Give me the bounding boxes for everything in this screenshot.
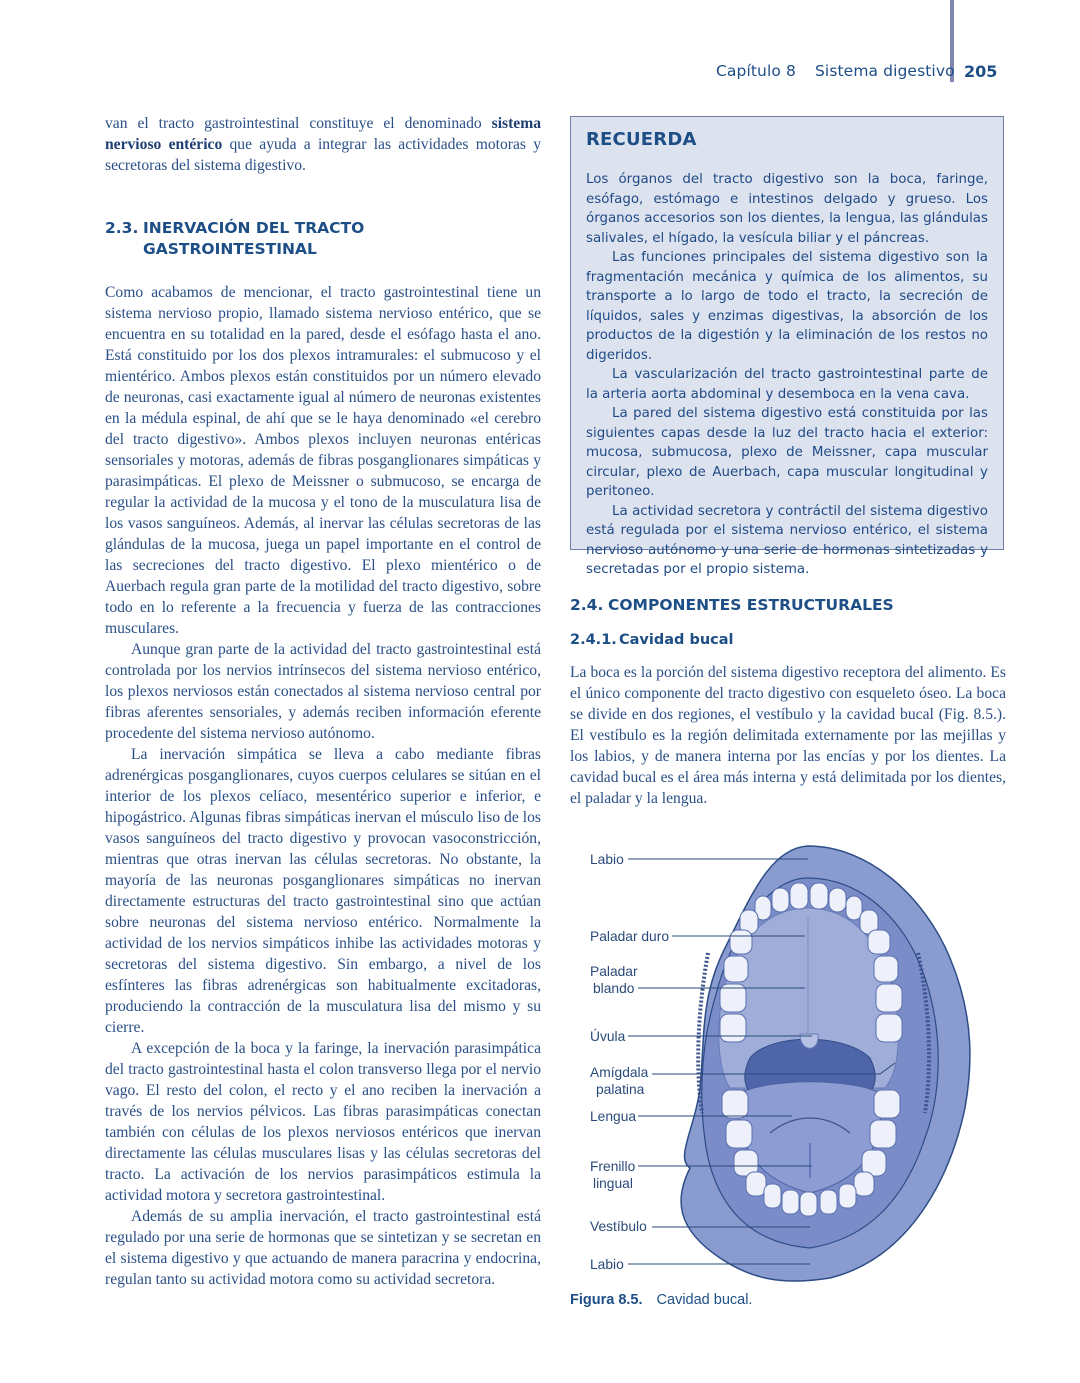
- recuerda-body: [586, 170, 988, 580]
- recuerda-box: [570, 116, 1004, 577]
- section-title: COMPONENTES ESTRUCTURALES: [608, 596, 894, 614]
- label-line: Amígdala: [590, 1065, 649, 1080]
- subsection-heading-2-4-1: [570, 632, 1006, 648]
- label-paladar-blando: [590, 963, 638, 997]
- label-line: blando: [593, 981, 635, 996]
- label-amigdala-palatina: [590, 1064, 648, 1098]
- label-labio-superior: Labio: [590, 852, 624, 867]
- recuerda-paragraph: Los órganos del tracto digestivo son la boca, faringe, esófago, estómago e intestinos delgado y grueso. Los órganos accesorios son los dientes, la lengua, las glándulas salivales, el hígado, la vesícula biliar y el páncreas.: [586, 172, 988, 246]
- recuerda-paragraph: La vascularización del tracto gastrointestinal parte de la arteria aorta abdominal y desemboca en la vena cava.: [586, 367, 988, 402]
- section-number: 2.3.: [105, 219, 139, 237]
- intro-text-pre: van el tracto gastrointestinal constituye el denominado: [105, 115, 492, 132]
- label-line: palatina: [596, 1082, 645, 1097]
- intro-paragraph: [105, 113, 541, 176]
- paragraph: Como acabamos de mencionar, el tracto gastrointestinal tiene un sistema nervioso propio, llamado sistema nervioso entérico, que se encuentra en su totalidad en la pared, desde el esófago hasta el ano. Está constituido por los dos plexos intramurales: el submucoso y el mientérico. Ambos plexos están constituidos por un número elevado de neuronas, casi exactamente igual al número de neuronas existentes en la médula espinal, de ahí que se le haya denominado «el cerebro del tracto digestivo». Ambos plexos incluyen neuronas entéricas sensoriales y motoras, además de fibras posganglionares simpáticas y parasimpáticas. El plexo de Meissner o submucoso, se encarga de regular la actividad de la mucosa y el tono de la musculatura lisa de los vasos sanguíneos. Además, al inervar las células secretoras de las glándulas de la mucosa, juega un papel importante en el control de las secreciones del tracto digestivo. El plexo mientérico o de Auerbach regula gran parte de la motilidad del tracto digestivo, sobre todo en lo referente a la frecuencia y fuerza de las contracciones musculares.: [105, 284, 541, 637]
- left-column: [105, 113, 541, 1290]
- intro-bold-term: sistema nervioso entérico: [105, 115, 541, 153]
- label-uvula: Úvula: [590, 1029, 626, 1044]
- paragraph: Aunque gran parte de la actividad del tracto gastrointestinal está controlada por los nervios intrínsecos del sistema nervioso entérico, los plexos nerviosos están conectados al sistema nervioso central por fibras aferentes sensoriales, y además reciben información eferente procedente del sistema nervioso autónomo.: [105, 641, 541, 742]
- recuerda-paragraph: La pared del sistema digestivo está constituida por las siguientes capas desde la luz del tracto hacia el exterior: mucosa, submucosa, plexo de Meissner, capa muscular circular, plexo de Auerbach, capa muscular longitudinal y peritoneo.: [586, 406, 988, 499]
- recuerda-paragraph: Las funciones principales del sistema digestivo son la fragmentación mecánica y química de los alimentos, su transporte a lo largo de todo el tracto, la secreción de líquidos, sales y enzimas digestivas, la absorción de los productos de la digestión y la eliminación de los restos no digeridos.: [586, 250, 988, 363]
- right-column: [570, 595, 1006, 809]
- figure-caption-text: Cavidad bucal.: [656, 1292, 753, 1308]
- section-heading-2-3: [105, 218, 541, 260]
- label-line: lingual: [593, 1176, 633, 1191]
- chapter-title: Sistema digestivo: [814, 62, 955, 80]
- subsection-number: 2.4.1.: [570, 632, 617, 648]
- intro-text-post: que ayuda a integrar las actividades motoras y secretoras del sistema digestivo.: [105, 136, 541, 174]
- paragraph: A excepción de la boca y la faringe, la inervación parasimpática del tracto gastrointestinal hasta el colon transverso llega por el nervio vago. El resto del colon, el recto y el ano reciben la inervación a través de los nervios pélvicos. Las fibras parasimpáticas conectan también con células de los plexos nerviosos entéricos que inervan directamente las células musculares lisas y las células secretoras del tracto. La activación de los nervios parasimpáticos estimula la actividad motora y secretora gastrointestinal.: [105, 1040, 541, 1204]
- label-line: Frenillo: [590, 1159, 636, 1174]
- figure-caption-label: Figura 8.5.: [570, 1292, 643, 1308]
- label-paladar-duro: Paladar duro: [590, 929, 670, 944]
- label-frenillo-lingual: [590, 1158, 635, 1192]
- chapter-label: Capítulo 8: [716, 62, 796, 80]
- figure-oral-cavity: [580, 838, 1010, 1283]
- section-title-line1: INERVACIÓN DEL TRACTO: [143, 219, 365, 237]
- section-title-line2: GASTROINTESTINAL: [143, 240, 317, 258]
- label-lengua: Lengua: [590, 1109, 637, 1124]
- recuerda-paragraph: La actividad secretora y contráctil del sistema digestivo está regulada por el sistema nervioso entérico, el sistema nervioso autónomo y una serie de hormonas sintetizadas y secretadas por el propio sistema.: [586, 503, 988, 577]
- cavidad-bucal-paragraph: La boca es la porción del sistema digestivo receptora del alimento. Es el único componente del tracto digestivo con esqueleto óseo. La boca se divide en dos regiones, el vestíbulo y la cavidad bucal (Fig. 8.5.). El vestíbulo es la región delimitada externamente por las mejillas y los labios, y de manera interna por las encías y por los dientes. La cavidad bucal es el área más interna y está delimitada por los dientes, el paladar y la lengua.: [570, 664, 1006, 807]
- section-number: 2.4.: [570, 596, 604, 614]
- running-head: [716, 62, 955, 80]
- label-line: Paladar: [590, 964, 638, 979]
- figure-caption: [570, 1292, 752, 1308]
- section-2-3-body: [105, 282, 541, 1290]
- oral-cavity-illustration: [580, 838, 1010, 1283]
- paragraph: La inervación simpática se lleva a cabo mediante fibras adrenérgicas posganglionares, cuyos cuerpos celulares se sitúan en el interior de los plexos celíaco, mesentérico superior e inferior, e hipogástrico. Algunas fibras simpáticas inervan el músculo liso de los vasos sanguíneos del tracto digestivo y provocan vasoconstricción, mientras que otras inervan las células secretoras. No obstante, la mayoría de las neuronas posganglionares simpáticas no inervan directamente estructuras del tracto gastrointestinal sino que actúan sobre neuronas del sistema nervioso entérico. Normalmente la actividad de los nervios simpáticos inhibe las actividades motoras y secretoras del sistema digestivo. Sin embargo, a nivel de los esfínteres las fibras adrenérgicas son habitualmente excitadoras, produciendo la contracción de la musculatura lisa del mismo y su cierre.: [105, 746, 541, 1036]
- paragraph: Además de su amplia inervación, el tracto gastrointestinal está regulado por una serie de hormonas que se sintetizan y se secretan en el sistema digestivo y que actuando de manera paracrina y endocrina, regulan tanto su actividad motora como su actividad secretora.: [105, 1208, 541, 1288]
- section-heading-2-4: [570, 595, 1006, 616]
- page-number: 205: [964, 62, 998, 81]
- recuerda-title: RECUERDA: [586, 129, 697, 150]
- subsection-title: Cavidad bucal: [619, 632, 734, 648]
- label-labio-inferior: Labio: [590, 1257, 624, 1272]
- label-vestibulo: Vestíbulo: [590, 1219, 647, 1234]
